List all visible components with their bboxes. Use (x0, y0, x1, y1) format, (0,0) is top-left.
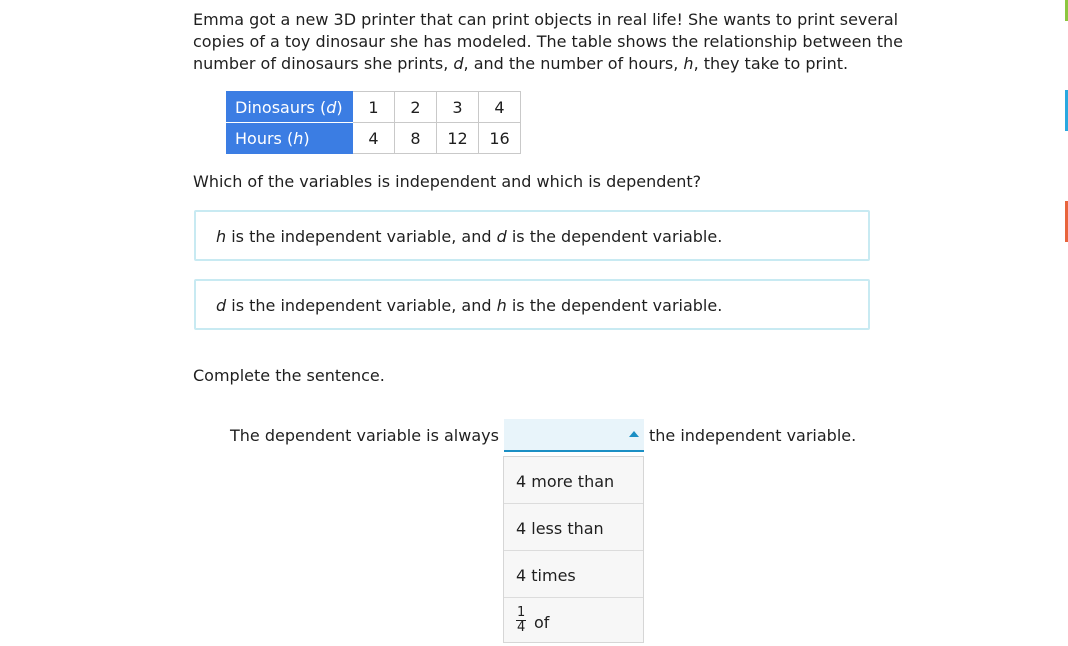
table-cell: 16 (479, 123, 521, 154)
table-cell: 4 (353, 123, 395, 154)
table-cell: 12 (437, 123, 479, 154)
sentence-after: the independent variable. (649, 426, 857, 445)
row-header-label: Dinosaurs ( (235, 97, 327, 117)
table-row-hours (227, 123, 521, 154)
dropdown-option-times[interactable] (504, 551, 643, 598)
choice-end: is the dependent variable. (506, 227, 723, 246)
row-header-hours (227, 123, 353, 154)
table-cell: 8 (395, 123, 437, 154)
table-row-dinosaurs (227, 92, 521, 123)
choice-text (216, 296, 722, 315)
complete-prompt: Complete the sentence. (193, 366, 385, 385)
option-label: 4 less than (516, 519, 604, 538)
choice-var: d (216, 296, 227, 315)
data-table (226, 91, 521, 154)
intro-text-2: , and the number of hours, (463, 54, 684, 73)
sentence-before: The dependent variable is always (230, 426, 499, 445)
dropdown-option-less-than[interactable] (504, 504, 643, 551)
table-cell: 3 (437, 92, 479, 123)
problem-intro (193, 9, 913, 75)
choice-mid: is the independent variable, and (226, 296, 497, 315)
choice-var: h (496, 296, 507, 315)
choice-mid: is the independent variable, and (226, 227, 497, 246)
choice-text (216, 227, 722, 246)
answer-dropdown[interactable] (504, 419, 644, 452)
row-header-var: d (326, 97, 337, 117)
row-header-var: h (293, 128, 304, 148)
fraction (516, 606, 526, 635)
row-header-label: Hours ( (235, 128, 294, 148)
answer-choice-2[interactable] (194, 279, 870, 330)
fraction-denominator: 4 (517, 620, 526, 635)
choice-end: is the dependent variable. (506, 296, 723, 315)
table-cell: 1 (353, 92, 395, 123)
intro-var-d: d (453, 54, 464, 73)
choice-var: h (216, 227, 227, 246)
intro-text-1: Emma got a new 3D printer that can print objects in real life! She wants to print several copies of a toy dinosaur she has modeled. The table shows the relationship between the number of dinosaurs she prints, (193, 10, 903, 73)
caret-up-icon (629, 431, 639, 437)
intro-text-3: , they take to print. (693, 54, 849, 73)
choice-var: d (496, 227, 507, 246)
dropdown-option-more-than[interactable] (504, 457, 643, 504)
option-label: 4 times (516, 566, 576, 585)
question-text: Which of the variables is independent and which is dependent? (193, 172, 702, 191)
fraction-numerator: 1 (517, 605, 526, 620)
option-label: 4 more than (516, 472, 615, 491)
table-cell: 4 (479, 92, 521, 123)
intro-var-h: h (683, 54, 694, 73)
dropdown-option-fraction-of[interactable] (504, 598, 643, 642)
answer-choice-1[interactable] (194, 210, 870, 261)
row-header-close: ) (336, 97, 343, 117)
row-header-dinosaurs (227, 92, 353, 123)
option-suffix: of (534, 613, 550, 632)
row-header-close: ) (303, 128, 310, 148)
dropdown-menu (503, 456, 644, 643)
table-cell: 2 (395, 92, 437, 123)
